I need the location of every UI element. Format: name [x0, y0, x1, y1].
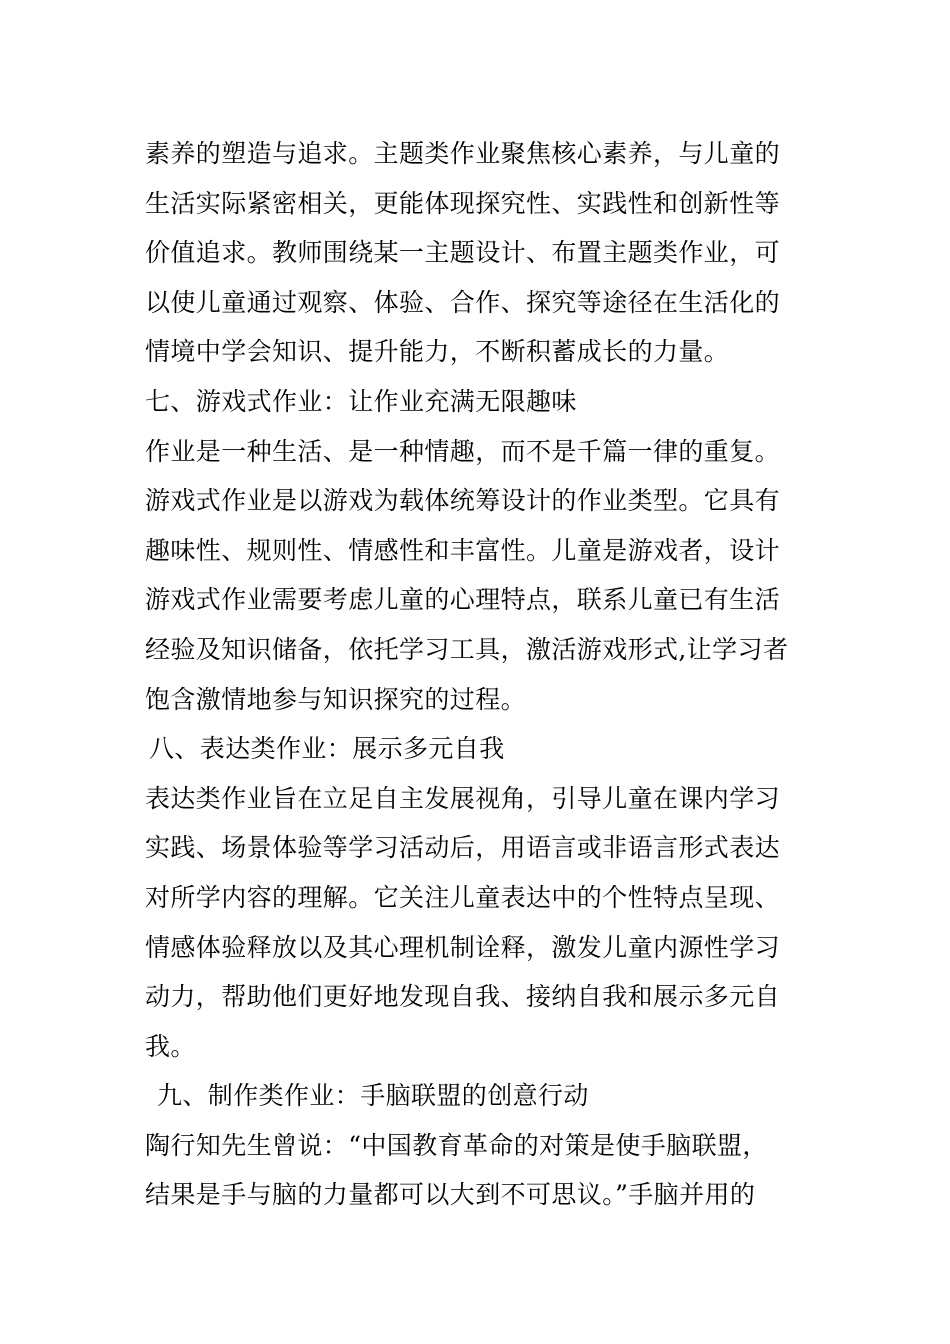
section-heading-8: 八、表达类作业：展示多元自我 [149, 734, 505, 764]
paragraph-line: 情境中学会知识、提升能力，不断积蓄成长的力量。 [145, 337, 730, 367]
paragraph-line: 素养的塑造与追求。主题类作业聚焦核心素养，与儿童的 [145, 139, 781, 168]
paragraph-line: 生活实际紧密相关，更能体现探究性、实践性和创新性等 [145, 188, 781, 218]
paragraph-line: 游戏式作业需要考虑儿童的心理特点，联系儿童已有生活 [145, 585, 781, 615]
paragraph-line: 表达类作业旨在立足自主发展视角，引导儿童在课内学习 [145, 783, 781, 813]
paragraph-line: 作业是一种生活、是一种情趣，而不是千篇一律的重复。 [145, 436, 781, 466]
paragraph-line: 实践、场景体验等学习活动后，用语言或非语言形式表达 [145, 833, 781, 863]
paragraph-line: 我。 [145, 1031, 196, 1061]
paragraph-line: 价值追求。教师围绕某一主题设计、布置主题类作业，可 [145, 238, 781, 268]
section-heading-7: 七、游戏式作业：让作业充满无限趣味 [145, 386, 577, 416]
document-body [145, 129, 825, 1220]
paragraph-line: 结果是手与脑的力量都可以大到不可思议。”手脑并用的 [145, 1180, 756, 1210]
section-heading-9: 九、制作类作业：手脑联盟的创意行动 [157, 1081, 589, 1111]
paragraph-line: 饱含激情地参与知识探究的过程。 [145, 684, 527, 714]
paragraph-line: 以使儿童通过观察、体验、合作、探究等途径在生活化的 [145, 287, 781, 317]
paragraph-line: 经验及知识储备，依托学习工具，激活游戏形式,让学习者 [145, 634, 789, 664]
paragraph-line: 陶行知先生曾说：“中国教育革命的对策是使手脑联盟， [145, 1130, 768, 1160]
paragraph-line: 游戏式作业是以游戏为载体统筹设计的作业类型。它具有 [145, 486, 781, 516]
paragraph-line: 情感体验释放以及其心理机制诠释，激发儿童内源性学习 [145, 932, 781, 962]
paragraph-line: 趣味性、规则性、情感性和丰富性。儿童是游戏者，设计 [145, 535, 781, 565]
paragraph-line: 动力，帮助他们更好地发现自我、接纳自我和展示多元自 [145, 982, 781, 1012]
paragraph-line: 对所学内容的理解。它关注儿童表达中的个性特点呈现、 [145, 882, 781, 912]
